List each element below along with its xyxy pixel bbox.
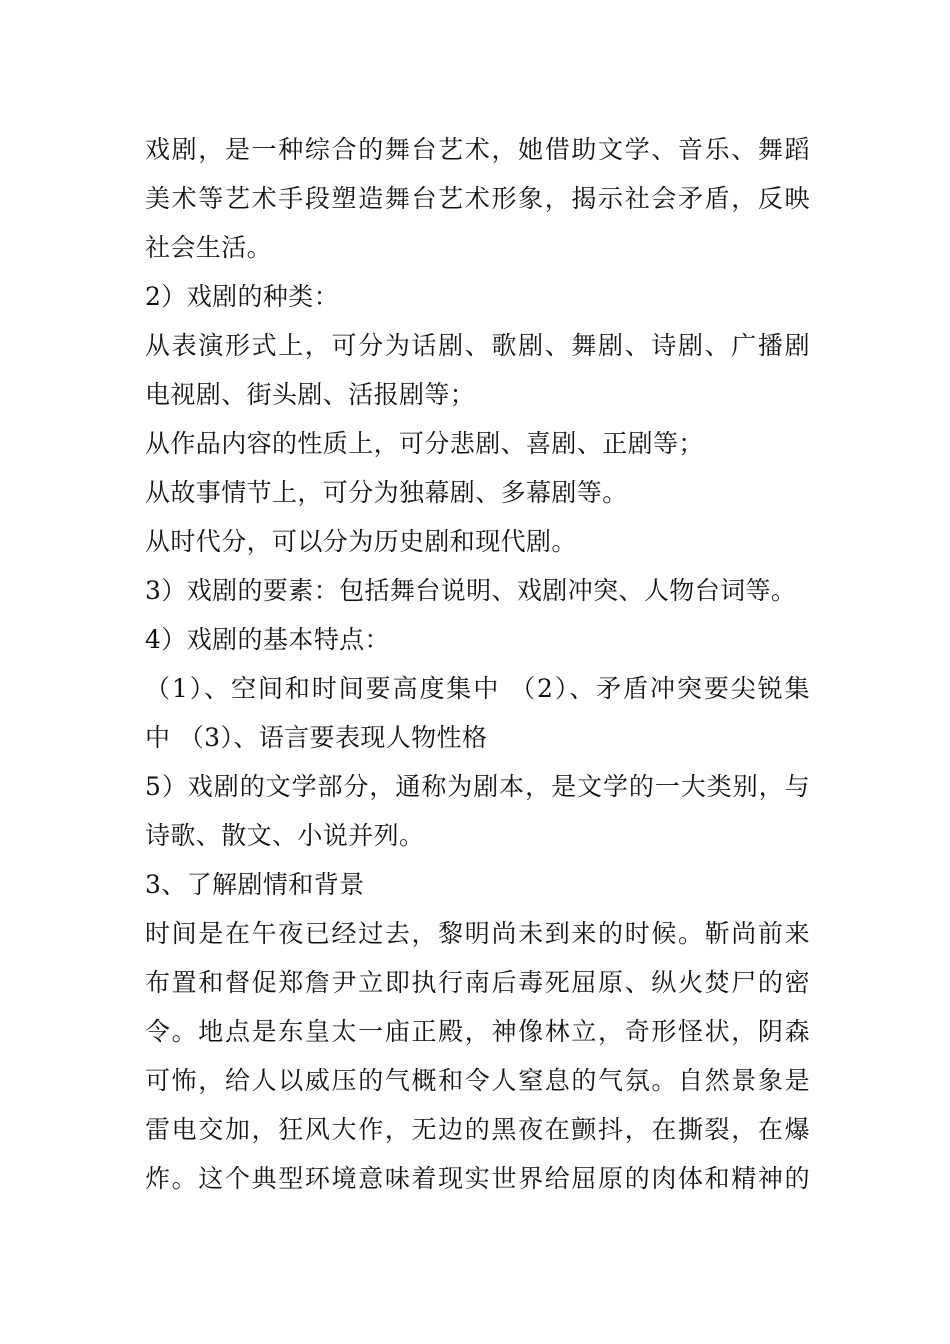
text-line: 从故事情节上，可分为独幕剧、多幕剧等。: [145, 478, 628, 507]
text-line: 布置和督促郑詹尹立即执行南后毒死屈原、纵火焚尸的密: [145, 968, 810, 997]
text-line: 电视剧、街头剧、活报剧等；: [145, 380, 476, 409]
text-line: 从时代分，可以分为历史剧和现代剧。: [145, 527, 577, 556]
text-line: 可怖，给人以威压的气概和令人窒息的气氛。自然景象是: [145, 1066, 810, 1095]
text-line: 炸。这个典型环境意味着现实世界给屈原的肉体和精神的: [145, 1164, 810, 1193]
text-line: 诗歌、散文、小说并列。: [145, 821, 425, 850]
section-heading: 2）戏剧的种类：: [145, 282, 340, 311]
text-line: 雷电交加，狂风大作，无边的黑夜在颤抖，在撕裂，在爆: [145, 1115, 810, 1144]
text-line: 从表演形式上，可分为话剧、歌剧、舞剧、诗剧、广播剧: [145, 331, 810, 360]
text-line: （1）、空间和时间要高度集中 （2）、矛盾冲突要尖锐集: [145, 674, 810, 703]
section-heading: 4）戏剧的基本特点：: [145, 625, 390, 654]
text-line: 社会生活。: [145, 233, 273, 262]
text-line: 中 （3）、语言要表现人物性格: [145, 723, 488, 752]
section-heading: 5）戏剧的文学部分，通称为剧本，是文学的一大类别，与: [145, 772, 810, 801]
section-heading: 3、了解剧情和背景: [145, 870, 365, 899]
section-heading: 3）戏剧的要素：包括舞台说明、戏剧冲突、人物台词等。: [145, 576, 797, 605]
text-line: 从作品内容的性质上，可分悲剧、喜剧、正剧等；: [145, 429, 704, 458]
text-line: 令。地点是东皇太一庙正殿，神像林立，奇形怪状，阴森: [145, 1017, 810, 1046]
document-body: [145, 125, 810, 1203]
text-line: 美术等艺术手段塑造舞台艺术形象，揭示社会矛盾，反映: [145, 184, 810, 213]
text-line: 戏剧，是一种综合的舞台艺术，她借助文学、音乐、舞蹈: [145, 135, 810, 164]
text-line: 时间是在午夜已经过去，黎明尚未到来的时候。靳尚前来: [145, 919, 810, 948]
